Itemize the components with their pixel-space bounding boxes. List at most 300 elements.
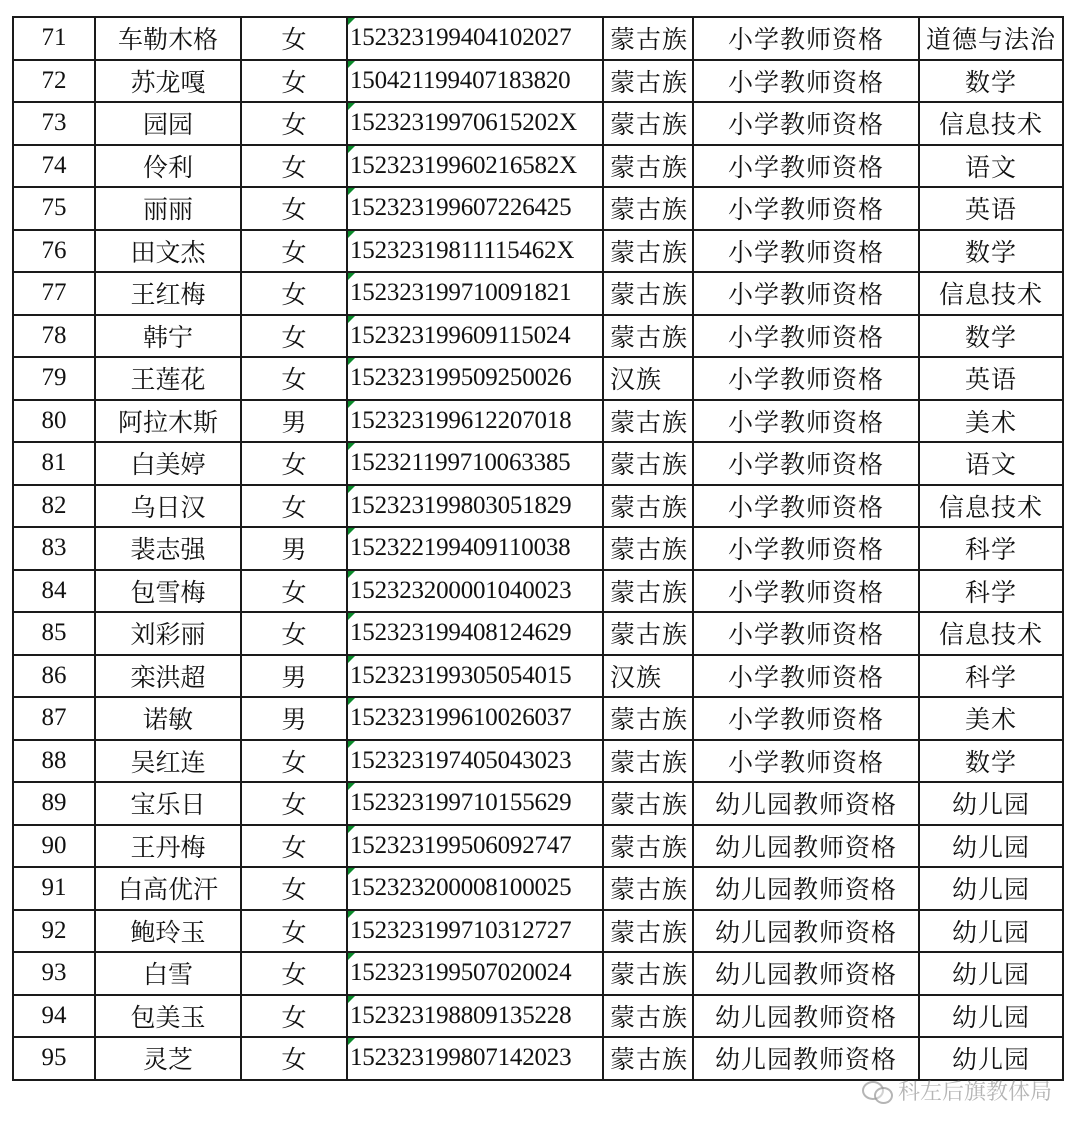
text-format-flag-icon: [348, 741, 355, 748]
cell-subject: [919, 400, 1063, 443]
cell-subject: [919, 825, 1063, 868]
cell-subject-text: 信息技术: [938, 280, 1043, 310]
cell-subject-text: 语文: [964, 152, 1017, 182]
cell-ethnicity: [603, 485, 693, 528]
cell-number: [13, 357, 95, 400]
table-row: [13, 485, 1063, 528]
table-row: [13, 1037, 1063, 1080]
cell-number: [13, 952, 95, 995]
cell-number: [13, 1037, 95, 1080]
cell-id-number-text: 152323199803051829: [350, 491, 572, 519]
cell-ethnicity: [603, 527, 693, 570]
cell-ethnicity-text: 蒙古族: [610, 535, 689, 565]
cell-name-text: 白雪: [142, 960, 193, 990]
cell-certificate: [693, 357, 919, 400]
cell-gender: [241, 315, 347, 358]
cell-id-number: [347, 825, 603, 868]
cell-name-text: 车勒木格: [117, 25, 218, 55]
cell-id-number-text: 152323199607226425: [350, 194, 572, 222]
cell-gender: [241, 485, 347, 528]
cell-ethnicity-text: 蒙古族: [610, 152, 689, 182]
cell-gender: [241, 612, 347, 655]
cell-certificate-text: 小学教师资格: [727, 195, 884, 225]
cell-subject: [919, 952, 1063, 995]
text-format-flag-icon: [348, 783, 355, 790]
text-format-flag-icon: [348, 443, 355, 450]
cell-certificate-text: 小学教师资格: [727, 280, 884, 310]
text-format-flag-icon: [348, 571, 355, 578]
cell-name-text: 阿拉木斯: [117, 407, 218, 437]
cell-name: [95, 867, 241, 910]
cell-name: [95, 825, 241, 868]
cell-id-number: [347, 867, 603, 910]
cell-name: [95, 145, 241, 188]
cell-number: [13, 697, 95, 740]
cell-ethnicity: [603, 357, 693, 400]
cell-certificate: [693, 1037, 919, 1080]
table-row: [13, 315, 1063, 358]
cell-gender: [241, 17, 347, 60]
table-row: [13, 17, 1063, 60]
cell-ethnicity-text: 汉族: [610, 662, 663, 692]
cell-name: [95, 442, 241, 485]
cell-name-text: 王莲花: [130, 365, 206, 395]
cell-ethnicity: [603, 230, 693, 273]
cell-gender-text: 女: [281, 365, 307, 395]
cell-number: [13, 612, 95, 655]
cell-ethnicity-text: 蒙古族: [610, 790, 689, 820]
cell-id-number: [347, 60, 603, 103]
table-row: [13, 102, 1063, 145]
cell-name-text: 包美玉: [130, 1002, 206, 1032]
cell-ethnicity: [603, 145, 693, 188]
cell-id-number-text: 152323199404102027: [350, 24, 572, 52]
cell-gender-text: 女: [281, 492, 307, 522]
cell-ethnicity: [603, 60, 693, 103]
cell-name: [95, 655, 241, 698]
cell-id-number-text: 152323199710091821: [350, 279, 572, 307]
cell-number: [13, 485, 95, 528]
cell-id-number-text: 152323200001040023: [350, 576, 572, 604]
cell-id-number: [347, 527, 603, 570]
cell-ethnicity: [603, 867, 693, 910]
cell-name-text: 灵芝: [142, 1045, 193, 1075]
cell-name: [95, 357, 241, 400]
cell-gender: [241, 357, 347, 400]
cell-subject: [919, 442, 1063, 485]
cell-name: [95, 1037, 241, 1080]
cell-name-text: 白美婷: [130, 450, 206, 480]
table-row: [13, 272, 1063, 315]
text-format-flag-icon: [348, 188, 355, 195]
cell-number: [13, 17, 95, 60]
cell-gender: [241, 952, 347, 995]
table-row: [13, 527, 1063, 570]
text-format-flag-icon: [348, 826, 355, 833]
cell-certificate: [693, 740, 919, 783]
table-row: [13, 187, 1063, 230]
cell-ethnicity-text: 蒙古族: [610, 110, 689, 140]
cell-subject-text: 幼儿园: [951, 790, 1030, 820]
cell-gender-text: 男: [281, 705, 307, 735]
cell-number-text: 72: [41, 66, 67, 94]
cell-subject-text: 数学: [964, 237, 1017, 267]
cell-subject: [919, 740, 1063, 783]
cell-number: [13, 400, 95, 443]
cell-number: [13, 527, 95, 570]
cell-id-number: [347, 570, 603, 613]
cell-number-text: 95: [41, 1044, 67, 1072]
cell-name-text: 宝乐日: [130, 790, 206, 820]
table-row: [13, 740, 1063, 783]
cell-id-number-text: 152323198809135228: [350, 1001, 572, 1029]
cell-ethnicity-text: 蒙古族: [610, 195, 689, 225]
cell-ethnicity: [603, 102, 693, 145]
cell-ethnicity-text: 蒙古族: [610, 620, 689, 650]
cell-certificate: [693, 570, 919, 613]
cell-name: [95, 782, 241, 825]
cell-gender: [241, 272, 347, 315]
cell-id-number: [347, 612, 603, 655]
cell-ethnicity: [603, 910, 693, 953]
cell-ethnicity-text: 蒙古族: [610, 280, 689, 310]
text-format-flag-icon: [348, 231, 355, 238]
cell-id-number: [347, 400, 603, 443]
cell-ethnicity: [603, 995, 693, 1038]
table-row: [13, 952, 1063, 995]
cell-ethnicity: [603, 1037, 693, 1080]
cell-certificate: [693, 17, 919, 60]
text-format-flag-icon: [348, 528, 355, 535]
table-row: [13, 910, 1063, 953]
cell-id-number-text: 15232319970615202X: [350, 109, 577, 137]
cell-name-text: 王红梅: [130, 280, 206, 310]
cell-subject-text: 数学: [964, 747, 1017, 777]
cell-gender-text: 女: [281, 790, 307, 820]
cell-subject: [919, 612, 1063, 655]
cell-number: [13, 655, 95, 698]
cell-name: [95, 527, 241, 570]
text-format-flag-icon: [348, 316, 355, 323]
cell-gender: [241, 740, 347, 783]
cell-number-text: 82: [41, 491, 67, 519]
cell-subject: [919, 357, 1063, 400]
cell-subject-text: 科学: [964, 662, 1017, 692]
cell-gender-text: 女: [281, 875, 307, 905]
cell-gender-text: 女: [281, 237, 307, 267]
cell-number-text: 74: [41, 151, 67, 179]
cell-gender-text: 男: [281, 662, 307, 692]
cell-name: [95, 485, 241, 528]
cell-subject-text: 信息技术: [938, 110, 1043, 140]
cell-id-number-text: 152322199409110038: [350, 534, 571, 562]
cell-ethnicity: [603, 782, 693, 825]
cell-ethnicity-text: 蒙古族: [610, 492, 689, 522]
cell-id-number-text: 152323199807142023: [350, 1044, 572, 1072]
cell-gender: [241, 782, 347, 825]
cell-id-number: [347, 1037, 603, 1080]
cell-certificate: [693, 782, 919, 825]
cell-number: [13, 187, 95, 230]
cell-number-text: 81: [41, 449, 67, 477]
cell-name: [95, 995, 241, 1038]
cell-ethnicity-text: 蒙古族: [610, 322, 689, 352]
cell-gender: [241, 655, 347, 698]
cell-ethnicity: [603, 400, 693, 443]
cell-ethnicity-text: 蒙古族: [610, 25, 689, 55]
text-format-flag-icon: [348, 61, 355, 68]
cell-gender-text: 女: [281, 195, 307, 225]
cell-id-number-text: 15232319960216582X: [350, 151, 577, 179]
cell-id-number-text: 152323199610026037: [350, 704, 572, 732]
cell-id-number-text: 152323200008100025: [350, 874, 572, 902]
cell-ethnicity: [603, 655, 693, 698]
cell-name-text: 吴红连: [130, 747, 206, 777]
cell-subject-text: 信息技术: [938, 620, 1043, 650]
cell-id-number: [347, 272, 603, 315]
cell-id-number: [347, 145, 603, 188]
cell-number: [13, 825, 95, 868]
cell-gender: [241, 1037, 347, 1080]
cell-name: [95, 952, 241, 995]
cell-number: [13, 442, 95, 485]
cell-certificate: [693, 187, 919, 230]
cell-certificate: [693, 825, 919, 868]
text-format-flag-icon: [348, 953, 355, 960]
cell-id-number-text: 152323199710312727: [350, 916, 572, 944]
text-format-flag-icon: [348, 486, 355, 493]
cell-subject-text: 美术: [964, 407, 1017, 437]
cell-number: [13, 867, 95, 910]
cell-subject: [919, 60, 1063, 103]
cell-name: [95, 910, 241, 953]
cell-certificate: [693, 612, 919, 655]
cell-gender-text: 女: [281, 577, 307, 607]
cell-name-text: 栾洪超: [130, 662, 206, 692]
cell-name-text: 园园: [142, 110, 193, 140]
cell-ethnicity-text: 蒙古族: [610, 747, 689, 777]
cell-certificate: [693, 315, 919, 358]
cell-id-number-text: 15232319811115462X: [350, 236, 575, 264]
cell-number-text: 94: [41, 1001, 67, 1029]
cell-subject-text: 科学: [964, 577, 1017, 607]
cell-gender-text: 女: [281, 67, 307, 97]
cell-gender: [241, 60, 347, 103]
table-row: [13, 867, 1063, 910]
cell-id-number-text: 152323199305054015: [350, 661, 572, 689]
cell-ethnicity: [603, 442, 693, 485]
text-format-flag-icon: [348, 358, 355, 365]
cell-subject: [919, 527, 1063, 570]
text-format-flag-icon: [348, 996, 355, 1003]
text-format-flag-icon: [348, 698, 355, 705]
cell-id-number: [347, 485, 603, 528]
cell-ethnicity-text: 蒙古族: [610, 67, 689, 97]
cell-number-text: 89: [41, 789, 67, 817]
cell-gender: [241, 442, 347, 485]
cell-certificate: [693, 145, 919, 188]
text-format-flag-icon: [348, 656, 355, 663]
cell-certificate-text: 小学教师资格: [727, 747, 884, 777]
text-format-flag-icon: [348, 103, 355, 110]
cell-number-text: 79: [41, 364, 67, 392]
cell-ethnicity-text: 蒙古族: [610, 875, 689, 905]
cell-name-text: 乌日汉: [130, 492, 206, 522]
text-format-flag-icon: [348, 146, 355, 153]
cell-number-text: 71: [41, 24, 67, 52]
cell-subject-text: 信息技术: [938, 492, 1043, 522]
cell-subject-text: 数学: [964, 67, 1017, 97]
cell-ethnicity: [603, 612, 693, 655]
cell-subject-text: 数学: [964, 322, 1017, 352]
table-row: [13, 655, 1063, 698]
cell-ethnicity-text: 蒙古族: [610, 1002, 689, 1032]
cell-ethnicity-text: 汉族: [610, 365, 663, 395]
cell-number-text: 90: [41, 831, 67, 859]
cell-subject-text: 幼儿园: [951, 917, 1030, 947]
cell-name-text: 韩宁: [142, 322, 193, 352]
cell-number: [13, 272, 95, 315]
cell-id-number: [347, 697, 603, 740]
cell-ethnicity-text: 蒙古族: [610, 917, 689, 947]
cell-ethnicity: [603, 825, 693, 868]
cell-gender-text: 女: [281, 280, 307, 310]
text-format-flag-icon: [348, 1038, 355, 1045]
cell-subject: [919, 867, 1063, 910]
cell-name: [95, 740, 241, 783]
cell-gender-text: 女: [281, 25, 307, 55]
cell-gender: [241, 995, 347, 1038]
cell-number-text: 93: [41, 959, 67, 987]
cell-id-number: [347, 910, 603, 953]
cell-id-number-text: 152323199506092747: [350, 831, 572, 859]
cell-ethnicity: [603, 17, 693, 60]
cell-certificate-text: 小学教师资格: [727, 492, 884, 522]
cell-subject: [919, 655, 1063, 698]
cell-id-number-text: 152323199507020024: [350, 959, 572, 987]
cell-gender: [241, 867, 347, 910]
cell-name-text: 刘彩丽: [130, 620, 206, 650]
cell-certificate-text: 幼儿园教师资格: [714, 875, 897, 905]
cell-gender-text: 女: [281, 917, 307, 947]
cell-id-number: [347, 17, 603, 60]
cell-subject: [919, 145, 1063, 188]
cell-gender: [241, 825, 347, 868]
cell-ethnicity-text: 蒙古族: [610, 832, 689, 862]
text-format-flag-icon: [348, 401, 355, 408]
cell-subject: [919, 995, 1063, 1038]
cell-certificate-text: 幼儿园教师资格: [714, 960, 897, 990]
cell-id-number: [347, 995, 603, 1038]
cell-certificate-text: 小学教师资格: [727, 25, 884, 55]
cell-id-number: [347, 782, 603, 825]
cell-certificate: [693, 867, 919, 910]
cell-name-text: 白高优汗: [117, 875, 218, 905]
cell-ethnicity: [603, 952, 693, 995]
cell-gender: [241, 697, 347, 740]
cell-name-text: 王丹梅: [130, 832, 206, 862]
cell-number-text: 75: [41, 194, 67, 222]
cell-certificate-text: 小学教师资格: [727, 535, 884, 565]
cell-gender-text: 女: [281, 1045, 307, 1075]
cell-subject-text: 英语: [964, 195, 1017, 225]
cell-id-number-text: 152323197405043023: [350, 746, 572, 774]
cell-id-number: [347, 230, 603, 273]
cell-certificate: [693, 442, 919, 485]
cell-certificate-text: 幼儿园教师资格: [714, 832, 897, 862]
cell-number: [13, 995, 95, 1038]
cell-certificate: [693, 102, 919, 145]
table-body: [13, 17, 1063, 1080]
cell-gender-text: 女: [281, 152, 307, 182]
cell-id-number-text: 152323199509250026: [350, 364, 572, 392]
table-row: [13, 825, 1063, 868]
cell-certificate-text: 幼儿园教师资格: [714, 1045, 897, 1075]
cell-number-text: 88: [41, 746, 67, 774]
cell-certificate-text: 小学教师资格: [727, 322, 884, 352]
cell-certificate: [693, 230, 919, 273]
cell-certificate: [693, 995, 919, 1038]
text-format-flag-icon: [348, 273, 355, 280]
cell-subject: [919, 102, 1063, 145]
cell-subject: [919, 1037, 1063, 1080]
cell-certificate: [693, 485, 919, 528]
cell-subject: [919, 782, 1063, 825]
table-row: [13, 697, 1063, 740]
cell-certificate-text: 小学教师资格: [727, 407, 884, 437]
text-format-flag-icon: [348, 18, 355, 25]
cell-certificate-text: 幼儿园教师资格: [714, 790, 897, 820]
table-row: [13, 145, 1063, 188]
cell-certificate: [693, 655, 919, 698]
cell-ethnicity-text: 蒙古族: [610, 577, 689, 607]
cell-id-number: [347, 102, 603, 145]
cell-number: [13, 145, 95, 188]
cell-name: [95, 697, 241, 740]
text-format-flag-icon: [348, 911, 355, 918]
cell-certificate-text: 小学教师资格: [727, 110, 884, 140]
cell-certificate: [693, 910, 919, 953]
cell-gender-text: 男: [281, 535, 307, 565]
cell-id-number: [347, 952, 603, 995]
cell-number-text: 76: [41, 236, 67, 264]
cell-id-number-text: 150421199407183820: [350, 66, 571, 94]
cell-number-text: 73: [41, 109, 67, 137]
cell-name: [95, 570, 241, 613]
cell-gender: [241, 910, 347, 953]
cell-name: [95, 272, 241, 315]
cell-ethnicity: [603, 272, 693, 315]
cell-number: [13, 60, 95, 103]
cell-name-text: 苏龙嘎: [130, 67, 206, 97]
cell-name: [95, 400, 241, 443]
cell-name-text: 鲍玲玉: [130, 917, 206, 947]
cell-gender-text: 女: [281, 747, 307, 777]
cell-subject: [919, 17, 1063, 60]
cell-number: [13, 570, 95, 613]
cell-id-number-text: 152323199609115024: [350, 321, 571, 349]
table-row: [13, 357, 1063, 400]
cell-gender: [241, 400, 347, 443]
cell-gender: [241, 570, 347, 613]
cell-certificate-text: 幼儿园教师资格: [714, 917, 897, 947]
cell-certificate-text: 小学教师资格: [727, 577, 884, 607]
cell-name: [95, 102, 241, 145]
cell-gender-text: 女: [281, 1002, 307, 1032]
cell-gender-text: 女: [281, 620, 307, 650]
cell-name-text: 伶利: [142, 152, 193, 182]
table-row: [13, 570, 1063, 613]
